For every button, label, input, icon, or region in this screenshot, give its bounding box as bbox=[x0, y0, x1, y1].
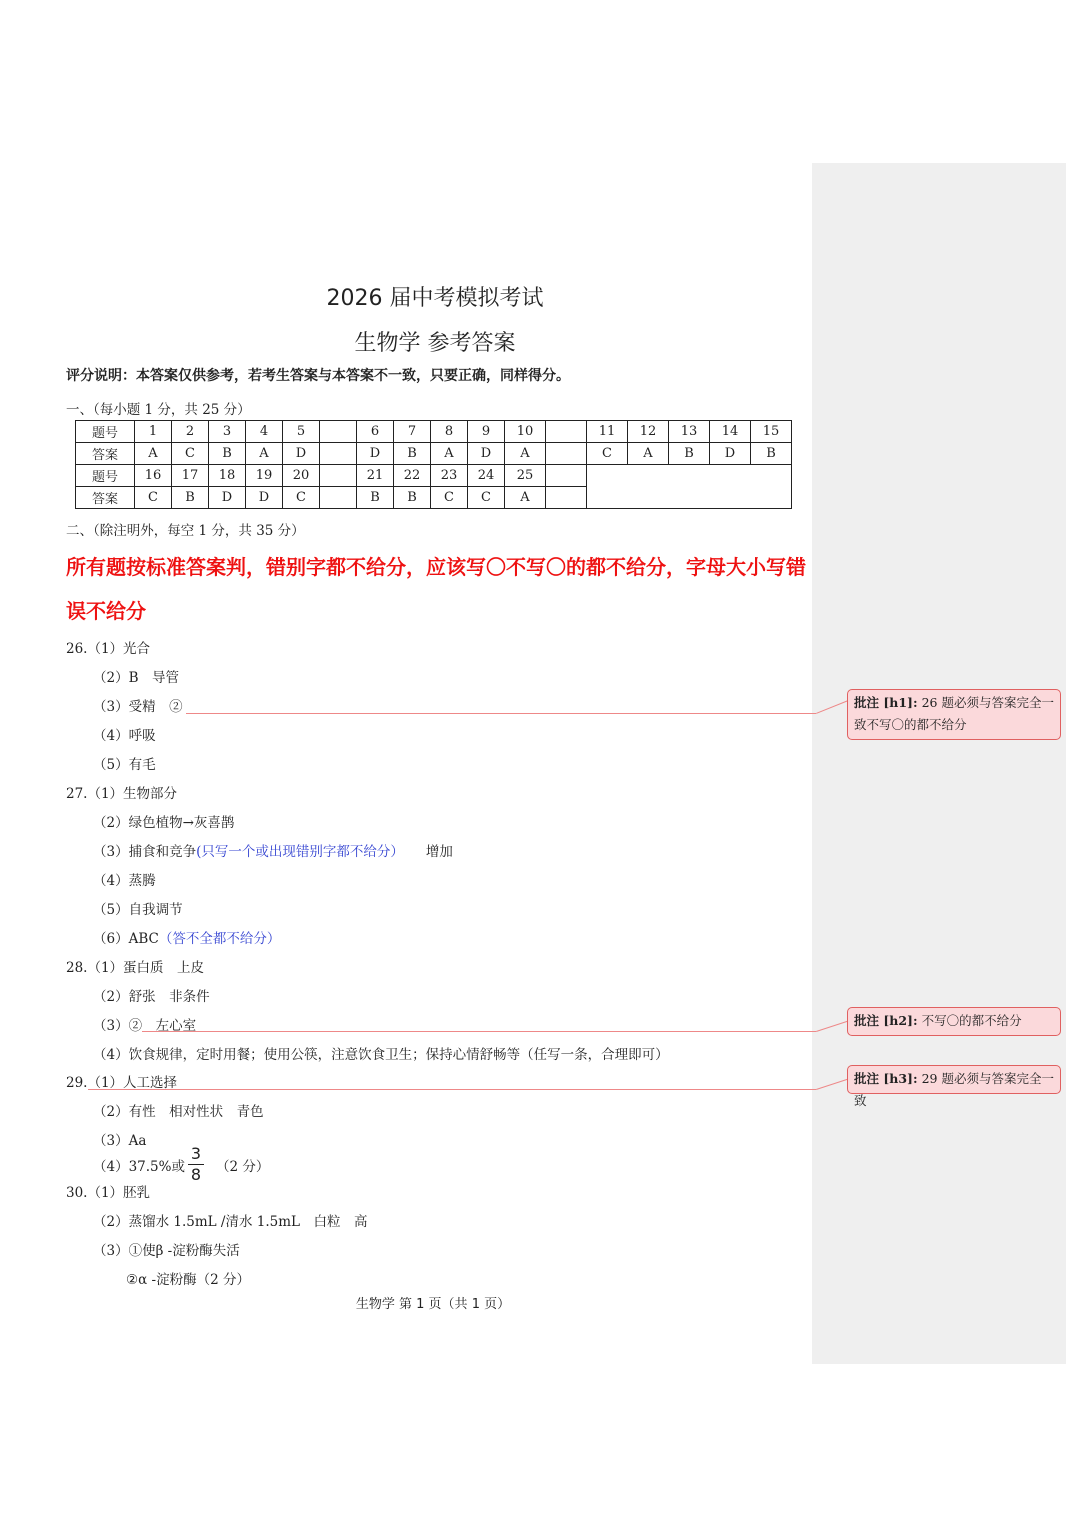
table-cell: A bbox=[505, 443, 546, 465]
answer-line: 29.（1）人工选择 bbox=[66, 1075, 178, 1091]
table-cell: 16 bbox=[135, 465, 172, 487]
table-cell: 24 bbox=[468, 465, 505, 487]
table-cell: A bbox=[431, 443, 468, 465]
table-cell: 题号 bbox=[76, 465, 135, 487]
fraction-denominator: 8 bbox=[190, 1165, 202, 1184]
answer-text: （3）捕食和竞争 bbox=[93, 844, 197, 860]
answer-line: （2）蒸馏水 1.5mL /清水 1.5mL 白粒 高 bbox=[93, 1214, 368, 1230]
table-cell: A bbox=[246, 443, 283, 465]
comment-connector bbox=[142, 1031, 816, 1032]
table-cell: 18 bbox=[209, 465, 246, 487]
table-cell: A bbox=[135, 443, 172, 465]
table-cell: C bbox=[431, 487, 468, 509]
answer-line bbox=[93, 927, 280, 947]
table-cell: 2 bbox=[172, 421, 209, 443]
grading-warning: 所有题按标准答案判，错别字都不给分，应该写〇不写〇的都不给分，字母大小写错误不给分 bbox=[66, 555, 806, 623]
table-cell: 13 bbox=[669, 421, 710, 443]
table-cell bbox=[546, 465, 587, 487]
table-cell: D bbox=[283, 443, 320, 465]
table-cell: C bbox=[468, 487, 505, 509]
table-cell bbox=[546, 443, 587, 465]
table-cell: D bbox=[209, 487, 246, 509]
comment-text: 29 题必须与答案完全一致 bbox=[854, 1071, 1054, 1108]
section1-header: 一、（每小题 1 分，共 25 分） bbox=[66, 402, 251, 418]
table-cell-empty bbox=[587, 465, 792, 509]
section2-header: 二、（除注明外，每空 1 分，共 35 分） bbox=[66, 523, 305, 539]
table-cell: B bbox=[751, 443, 792, 465]
comment-tag: 批注 [h3]: bbox=[854, 1071, 918, 1086]
table-cell: 21 bbox=[357, 465, 394, 487]
table-cell: 22 bbox=[394, 465, 431, 487]
table-cell bbox=[320, 465, 357, 487]
scoring-note: 评分说明：本答案仅供参考，若考生答案与本答案不一致，只要正确，同样得分。 bbox=[66, 368, 570, 384]
table-cell: D bbox=[357, 443, 394, 465]
table-cell: 1 bbox=[135, 421, 172, 443]
table-row bbox=[76, 421, 792, 443]
table-cell: B bbox=[209, 443, 246, 465]
table-cell: C bbox=[172, 443, 209, 465]
answer-line: 26.（1）光合 bbox=[66, 641, 151, 657]
table-cell: 5 bbox=[283, 421, 320, 443]
table-cell bbox=[320, 443, 357, 465]
table-row bbox=[76, 465, 792, 487]
comment-text: 26 题必须与答案完全一致不写〇的都不给分 bbox=[854, 695, 1054, 732]
answer-line: 30.（1）胚乳 bbox=[66, 1185, 151, 1201]
answer-line: （2）B 导管 bbox=[93, 670, 180, 686]
table-cell: 11 bbox=[587, 421, 628, 443]
fraction-numerator: 3 bbox=[190, 1144, 202, 1163]
table-cell: 7 bbox=[394, 421, 431, 443]
table-cell: A bbox=[505, 487, 546, 509]
table-cell: 9 bbox=[468, 421, 505, 443]
answer-line: （4）37.5%或 bbox=[93, 1159, 185, 1175]
fraction bbox=[188, 1145, 204, 1184]
answer-table bbox=[75, 420, 792, 509]
table-cell: C bbox=[587, 443, 628, 465]
table-cell: 8 bbox=[431, 421, 468, 443]
answer-line: （3）①使β -淀粉酶失活 bbox=[93, 1243, 240, 1259]
comment-connector bbox=[88, 1089, 816, 1090]
answer-line: （3）Aa bbox=[93, 1133, 147, 1149]
table-cell bbox=[546, 487, 587, 509]
grading-remark: （答不全都不给分） bbox=[158, 931, 281, 947]
table-cell bbox=[320, 421, 357, 443]
answer-line: （5）自我调节 bbox=[93, 902, 183, 918]
answer-line: （2）舒张 非条件 bbox=[93, 989, 210, 1005]
comment-h1[interactable] bbox=[847, 689, 1061, 740]
answer-line: （2）有性 相对性状 青色 bbox=[93, 1104, 264, 1120]
answer-line: （4）呼吸 bbox=[93, 728, 156, 744]
table-cell: 题号 bbox=[76, 421, 135, 443]
answer-line: （3）② 左心室 bbox=[93, 1018, 197, 1034]
answer-line: 27.（1）生物部分 bbox=[66, 786, 178, 802]
table-cell: 25 bbox=[505, 465, 546, 487]
answer-line: （4）饮食规律，定时用餐；使用公筷，注意饮食卫生；保持心情舒畅等（任写一条，合理即可） bbox=[93, 1047, 669, 1063]
answer-line: 28.（1）蛋白质 上皮 bbox=[66, 960, 205, 976]
page-footer: 生物学 第 1 页（共 1 页） bbox=[355, 1297, 511, 1312]
table-cell: 4 bbox=[246, 421, 283, 443]
table-cell: B bbox=[172, 487, 209, 509]
table-cell: C bbox=[283, 487, 320, 509]
table-cell: 20 bbox=[283, 465, 320, 487]
table-cell: 答案 bbox=[76, 443, 135, 465]
table-cell: 答案 bbox=[76, 487, 135, 509]
table-cell: 14 bbox=[710, 421, 751, 443]
table-cell: 19 bbox=[246, 465, 283, 487]
table-cell: D bbox=[710, 443, 751, 465]
answer-line: （2）绿色植物→灰喜鹊 bbox=[93, 815, 235, 831]
comment-h3[interactable] bbox=[847, 1065, 1061, 1108]
comment-connector bbox=[186, 713, 816, 714]
comment-tag: 批注 [h2]: bbox=[854, 1013, 918, 1028]
answer-line: （4）蒸腾 bbox=[93, 873, 156, 889]
table-cell: B bbox=[394, 443, 431, 465]
table-cell: 10 bbox=[505, 421, 546, 443]
table-cell bbox=[546, 421, 587, 443]
comment-text: 不写〇的都不给分 bbox=[921, 1013, 1022, 1028]
table-cell: 15 bbox=[751, 421, 792, 443]
table-cell: 23 bbox=[431, 465, 468, 487]
answer-line: （2 分） bbox=[216, 1159, 270, 1175]
answer-text: 增加 bbox=[425, 844, 453, 860]
answer-line: ②α -淀粉酶（2 分） bbox=[126, 1272, 250, 1288]
table-cell: 3 bbox=[209, 421, 246, 443]
table-cell: D bbox=[468, 443, 505, 465]
table-cell: B bbox=[357, 487, 394, 509]
table-cell bbox=[320, 487, 357, 509]
answer-text: （6）ABC bbox=[93, 931, 159, 947]
table-cell: B bbox=[394, 487, 431, 509]
table-row bbox=[76, 443, 792, 465]
table-cell: A bbox=[628, 443, 669, 465]
page-title: 2026 届中考模拟考试 bbox=[326, 286, 544, 311]
grading-remark: (只写一个或出现错别字都不给分） bbox=[196, 844, 404, 860]
answer-line: （3）受精 ② bbox=[93, 699, 183, 715]
comment-tag: 批注 [h1]: bbox=[854, 695, 918, 710]
table-cell: 17 bbox=[172, 465, 209, 487]
table-cell: 6 bbox=[357, 421, 394, 443]
table-cell: C bbox=[135, 487, 172, 509]
table-cell: 12 bbox=[628, 421, 669, 443]
table-cell: B bbox=[669, 443, 710, 465]
table-cell: D bbox=[246, 487, 283, 509]
comment-h2[interactable] bbox=[847, 1007, 1061, 1036]
page-subtitle: 生物学 参考答案 bbox=[354, 331, 516, 356]
answer-line bbox=[93, 840, 453, 860]
answer-line: （5）有毛 bbox=[93, 757, 156, 773]
